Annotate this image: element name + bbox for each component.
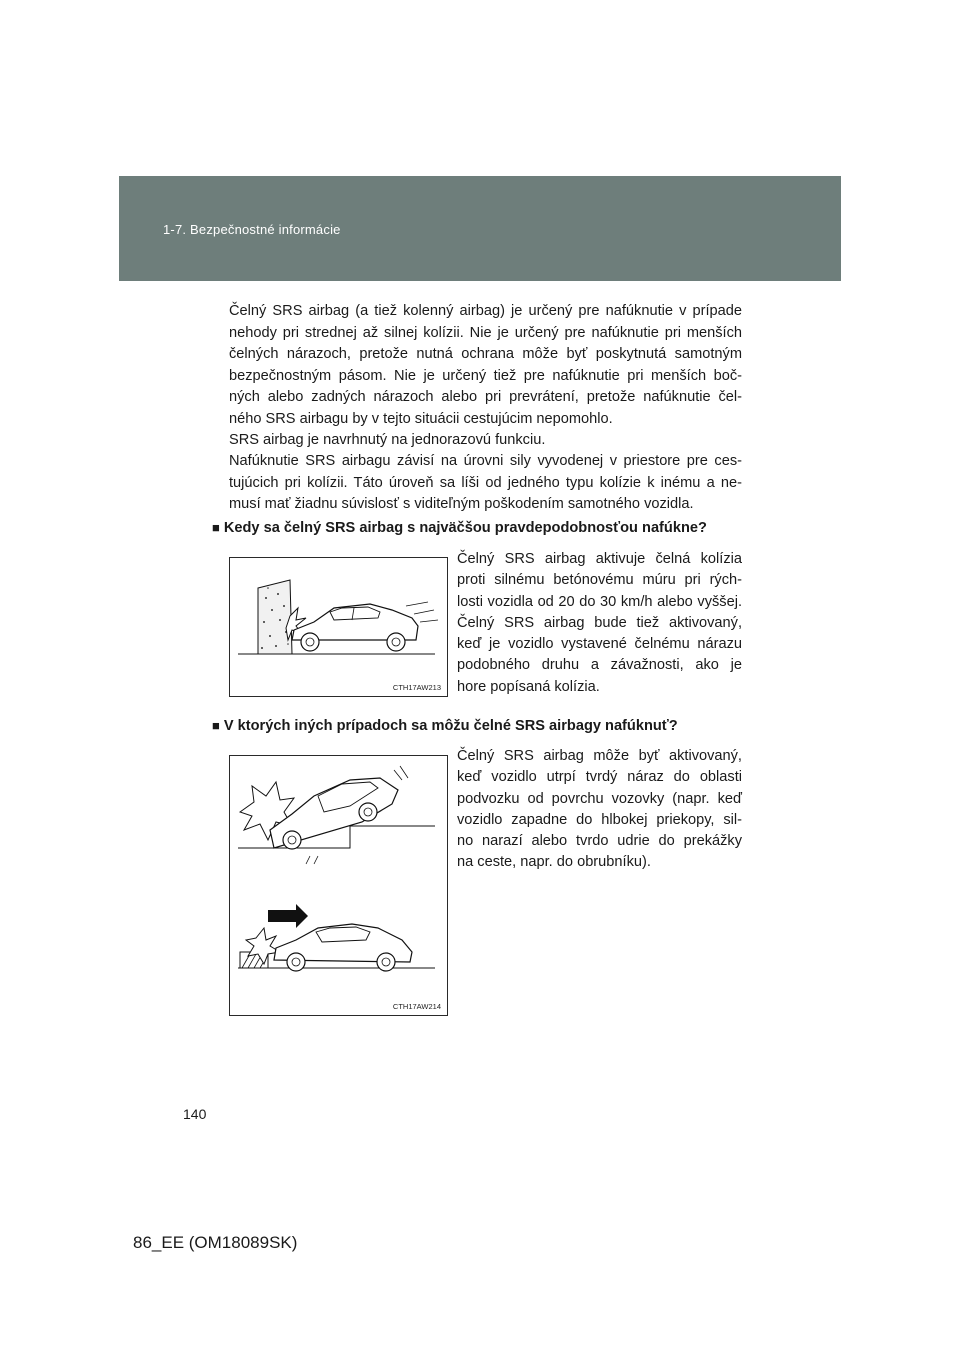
text-line: keď vozidlo utrpí tvrdý náraz do oblasti bbox=[457, 769, 742, 786]
text-line: losti vozidla od 20 do 30 km/h alebo vyššej. bbox=[457, 593, 742, 610]
section-heading-other bbox=[212, 718, 678, 734]
square-bullet-icon: ■ bbox=[212, 520, 220, 535]
single-use-paragraph: SRS airbag je navrhnutý na jednorazovú funkciu. bbox=[229, 432, 546, 448]
side-text-other bbox=[457, 746, 742, 874]
heading-text: V ktorých iných prípadoch sa môžu čelné SRS airbagy nafúknuť? bbox=[223, 718, 678, 734]
text-line: musí mať žiadnu súvislosť s viditeľným poškodením samotného vozidla. bbox=[229, 496, 694, 512]
force-paragraph bbox=[229, 451, 742, 516]
figure-code: CTH17AW213 bbox=[392, 683, 441, 692]
text-line: no narazí alebo tvrdo udrie do prekážky bbox=[457, 833, 742, 850]
ditch-and-curb-drawing bbox=[230, 756, 447, 1015]
side-text-when bbox=[457, 549, 742, 698]
wall-crash-drawing bbox=[230, 558, 447, 696]
section-heading-when bbox=[212, 520, 707, 536]
wall-collision-illustration bbox=[229, 557, 448, 697]
text-line: čelných nárazoch, pretože nutná ochrana môže byť poskytnutá samotným bbox=[229, 346, 742, 362]
text-line: na ceste, napr. do obrubníku). bbox=[457, 854, 651, 871]
section-title: 1-7. Bezpečnostné informácie bbox=[163, 222, 341, 237]
heading-text: Kedy sa čelný SRS airbag s najväčšou pravdepodobnosťou nafúkne? bbox=[223, 520, 707, 536]
square-bullet-icon: ■ bbox=[212, 718, 220, 733]
page-number: 140 bbox=[183, 1106, 207, 1122]
text-line: vozidlo zapadne do hlbokej priekopy, sil- bbox=[457, 811, 742, 828]
document-code: 86_EE (OM18089SK) bbox=[133, 1233, 298, 1252]
text-line: Čelný SRS airbag (a tiež kolenný airbag) je určený pre nafúknutie v prípade bbox=[229, 303, 742, 319]
text-line: keď je vozidlo vystavené čelnému nárazu bbox=[457, 636, 742, 653]
text-line: ného SRS airbagu by v tejto situácii cestujúcim nepomohlo. bbox=[229, 410, 613, 427]
page-header-band bbox=[119, 176, 841, 281]
text-line: podobného druhu a závažnosti, ako je bbox=[457, 657, 742, 674]
text-line: proti silnému betónovému múru pri rých- bbox=[457, 572, 742, 589]
text-line: bezpečnostným pásom. Nie je určený tiež pre nafúknutie pri menších boč- bbox=[229, 367, 742, 384]
text-line: ných alebo zadných nárazoch alebo pri prevrátení, pretože nafúknutie čel- bbox=[229, 389, 742, 405]
other-collision-illustration bbox=[229, 755, 448, 1016]
text-line: Čelný SRS airbag môže byť aktivovaný, bbox=[457, 748, 742, 764]
text-line: Čelný SRS airbag bude tiež aktivovaný, bbox=[457, 614, 742, 631]
text-line: Nafúknutie SRS airbagu závisí na úrovni sily vyvodenej v priestore pre ces- bbox=[229, 453, 742, 469]
intro-paragraph bbox=[229, 301, 742, 430]
text-line: podvozku od povrchu vozovky (napr. keď bbox=[457, 790, 742, 807]
figure-code: CTH17AW214 bbox=[392, 1002, 441, 1011]
text-line: hore popísaná kolízia. bbox=[457, 678, 600, 695]
text-line: nehody pri strednej až silnej kolízii. Nie je určený pre nafúknutie pri menších bbox=[229, 324, 742, 341]
text-line: Čelný SRS airbag aktivuje čelná kolízia bbox=[457, 551, 742, 567]
text-line: tujúcich pri kolízii. Táto úroveň sa líši od jedného typu kolízie k inému a ne- bbox=[229, 474, 742, 491]
